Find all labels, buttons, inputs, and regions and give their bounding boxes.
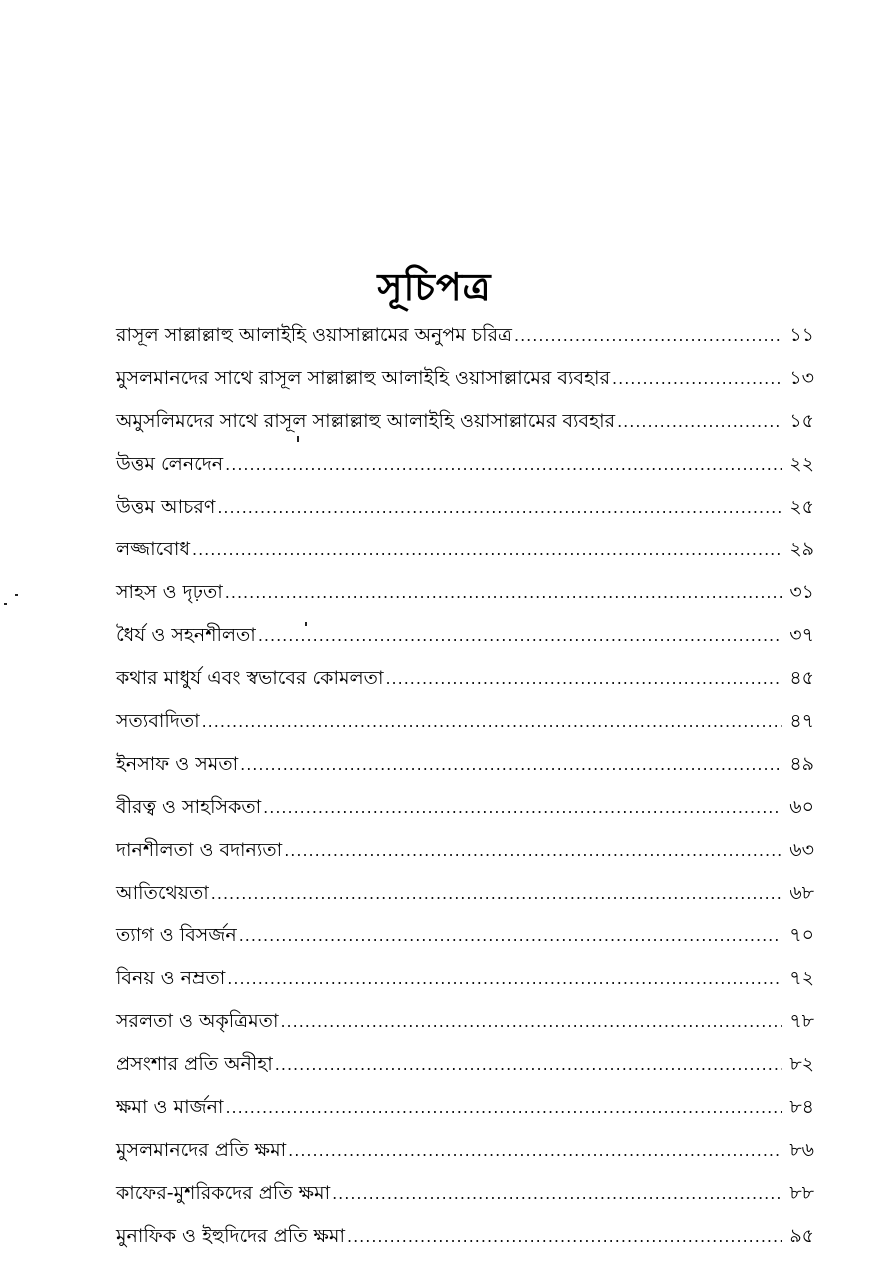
- toc-entry-title: ক্ষমা ও মার্জনা: [116, 1096, 224, 1119]
- toc-dot-leader: [211, 873, 782, 916]
- toc-dot-leader: [202, 701, 782, 744]
- toc-entry: [116, 1129, 814, 1172]
- toc-entry: [116, 700, 814, 743]
- toc-entry: [116, 657, 814, 700]
- toc-dot-leader: [225, 1087, 782, 1130]
- toc-dot-leader: [612, 358, 782, 401]
- toc-entry-page-number: ৬৮: [789, 881, 814, 904]
- toc-entry-page-number: ৬০: [789, 795, 814, 818]
- toc-entry-page-number: ৮২: [789, 1053, 814, 1076]
- scan-speck: [15, 594, 18, 596]
- toc-entry: [116, 528, 814, 571]
- toc-entry-page-number: ১৫: [789, 409, 814, 432]
- toc-entry-page-number: ৮৪: [789, 1096, 814, 1119]
- toc-entry-title: প্রসংশার প্রতি অনীহা: [116, 1053, 273, 1076]
- toc-entry-title: সাহস ও দৃঢ়তা: [116, 581, 223, 604]
- toc-dot-leader: [347, 1216, 782, 1259]
- toc-entry: [116, 1043, 814, 1086]
- toc-entry-page-number: ২৫: [789, 495, 814, 518]
- toc-dot-leader: [258, 615, 782, 658]
- toc-entry-title: আতিথেয়তা: [116, 881, 209, 904]
- toc-entry-title: মুনাফিক ও ইহুদিদের প্রতি ক্ষমা: [116, 1224, 345, 1247]
- toc-entry-title: ত্যাগ ও বিসর্জন: [116, 924, 237, 947]
- toc-dot-leader: [263, 787, 782, 830]
- toc-entry-title: মুসলমানদের প্রতি ক্ষমা: [116, 1138, 287, 1161]
- toc-entry-page-number: ১১: [789, 324, 814, 346]
- toc-entry-page-number: ৯৫: [789, 1224, 814, 1247]
- toc-dot-leader: [332, 1173, 782, 1216]
- toc-dot-leader: [192, 529, 782, 572]
- toc-entry-page-number: ৩১: [789, 581, 814, 604]
- toc-entry-page-number: ৩৭: [789, 624, 814, 647]
- toc-entry-page-number: ৭৮: [789, 1010, 814, 1033]
- toc-entry: [116, 743, 814, 786]
- toc-entry-page-number: ২২: [789, 452, 814, 475]
- toc-entry-title: উত্তম লেনদেন: [116, 452, 224, 475]
- scan-speck: [305, 622, 307, 626]
- toc-entry: [116, 1172, 814, 1215]
- toc-entry-title: ধৈর্য ও সহনশীলতা: [116, 624, 256, 647]
- toc-entry-title: মুসলমানদের সাথে রাসূল সাল্লাল্লাহু আলাইহি ওয়াসাল্লামের ব্যবহার: [116, 366, 611, 389]
- toc-entry-title: বিনয় ও নম্রতা: [116, 967, 226, 990]
- toc-entry-title: লজ্জাবোধ: [116, 538, 190, 561]
- toc-entry-page-number: ৬৩: [789, 838, 814, 861]
- toc-dot-leader: [217, 487, 782, 530]
- toc-entry: [116, 314, 814, 357]
- toc-entry: [116, 1215, 814, 1258]
- toc-entry: [116, 829, 814, 872]
- toc-entry-page-number: ৪৯: [789, 752, 814, 775]
- toc-entry-title: অমুসলিমদের সাথে রাসূল সাল্লাল্লাহু আলাইহি ওয়াসাল্লামের ব্যবহার: [116, 409, 616, 432]
- toc-entry-title: দানশীলতা ও বদান্যতা: [116, 838, 283, 861]
- toc-dot-leader: [284, 830, 782, 873]
- toc-dot-leader: [280, 1001, 782, 1044]
- toc-entry-page-number: ১৩: [789, 366, 814, 389]
- toc-entry-title: বীরত্ব ও সাহসিকতা: [116, 795, 262, 818]
- toc-dot-leader: [288, 1130, 782, 1173]
- toc-entry: [116, 357, 814, 400]
- toc-dot-leader: [240, 744, 782, 787]
- toc-entry: [116, 786, 814, 829]
- toc-entry: [116, 1000, 814, 1043]
- toc-entry: [116, 486, 814, 529]
- toc-entry-page-number: ৪৭: [789, 710, 814, 733]
- table-of-contents: [116, 314, 814, 1258]
- toc-entry-page-number: ২৯: [789, 538, 814, 561]
- scan-speck: [297, 436, 299, 442]
- toc-entry-title: রাসূল সাল্লাল্লাহু আলাইহি ওয়াসাল্লামের অনুপম চরিত্র: [116, 324, 512, 346]
- toc-entry-page-number: ৮৬: [789, 1138, 814, 1161]
- scan-speck: [4, 603, 7, 605]
- toc-dot-leader: [225, 444, 782, 487]
- toc-dot-leader: [514, 315, 782, 358]
- toc-entry-title: উত্তম আচরণ: [116, 495, 216, 518]
- toc-entry: [116, 571, 814, 614]
- toc-entry: [116, 443, 814, 486]
- toc-entry-page-number: ৮৮: [789, 1181, 814, 1204]
- toc-entry: [116, 914, 814, 957]
- toc-dot-leader: [239, 915, 782, 958]
- toc-entry-title: কথার মাধুর্য এবং স্বভাবের কোমলতা: [116, 667, 384, 690]
- toc-dot-leader: [617, 401, 782, 444]
- toc-entry-page-number: ৭২: [789, 967, 814, 990]
- toc-entry-title: ইনসাফ ও সমতা: [116, 752, 239, 775]
- toc-dot-leader: [275, 1044, 782, 1087]
- toc-entry-title: সরলতা ও অকৃত্রিমতা: [116, 1010, 279, 1033]
- toc-entry: [116, 1086, 814, 1129]
- toc-entry-title: সত্যবাদিতা: [116, 710, 200, 733]
- toc-dot-leader: [227, 958, 782, 1001]
- toc-entry: [116, 872, 814, 915]
- toc-entry: [116, 957, 814, 1000]
- toc-dot-leader: [225, 572, 782, 615]
- toc-entry: [116, 400, 814, 443]
- page-title: সূচিপত্র: [377, 264, 492, 310]
- toc-dot-leader: [385, 658, 782, 701]
- toc-entry-page-number: ৪৫: [789, 667, 814, 690]
- toc-entry-title: কাফের-মুশরিকদের প্রতি ক্ষমা: [116, 1181, 331, 1204]
- toc-entry: [116, 614, 814, 657]
- toc-entry-page-number: ৭০: [789, 924, 814, 947]
